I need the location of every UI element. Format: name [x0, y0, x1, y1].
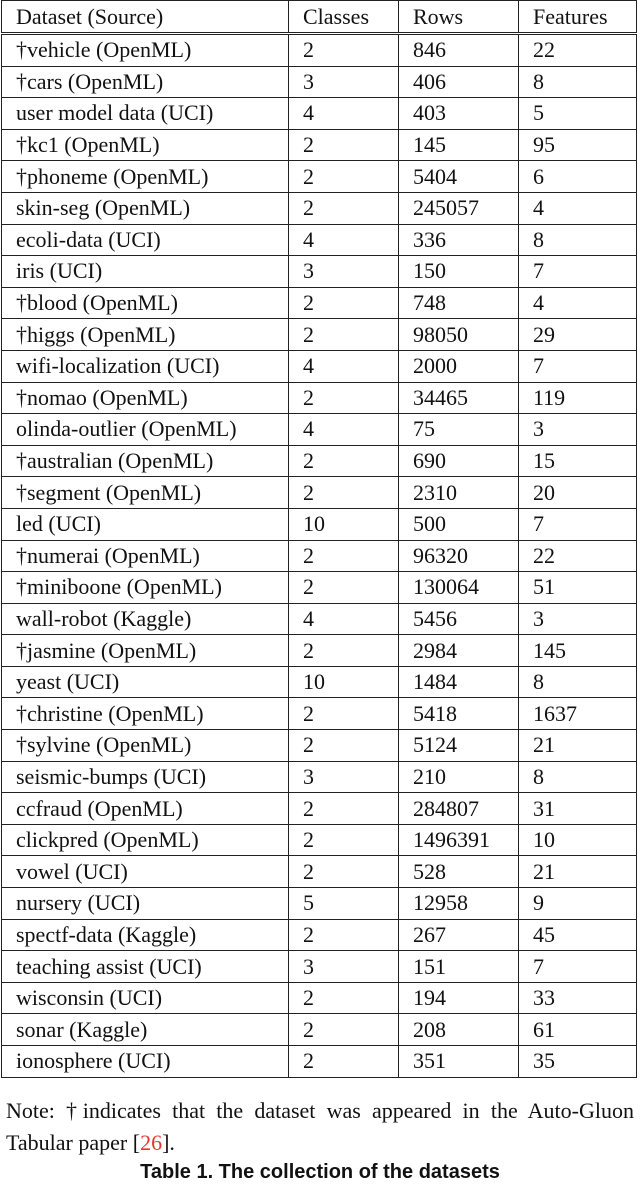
- dataset-cell: †higgs (OpenML): [2, 319, 289, 351]
- table-row: [2, 698, 637, 730]
- features-cell: 3: [519, 414, 637, 446]
- rows-cell: 208: [399, 1014, 519, 1046]
- features-cell: 7: [519, 256, 637, 288]
- classes-cell: 2: [289, 34, 399, 67]
- features-cell: 7: [519, 951, 637, 983]
- table-row: [2, 951, 637, 983]
- table-row: [2, 761, 637, 793]
- rows-cell: 5124: [399, 730, 519, 762]
- table-row: [2, 635, 637, 667]
- classes-cell: 2: [289, 192, 399, 224]
- dataset-cell: iris (UCI): [2, 256, 289, 288]
- table-row: [2, 888, 637, 920]
- classes-cell: 4: [289, 603, 399, 635]
- features-cell: 31: [519, 793, 637, 825]
- table-row: [2, 730, 637, 762]
- rows-cell: 98050: [399, 319, 519, 351]
- classes-cell: 3: [289, 256, 399, 288]
- header-dataset: Dataset (Source): [2, 1, 289, 34]
- table-row: [2, 161, 637, 193]
- table-row: [2, 224, 637, 256]
- rows-cell: 351: [399, 1046, 519, 1078]
- dataset-cell: user model data (UCI): [2, 98, 289, 130]
- rows-cell: 75: [399, 414, 519, 446]
- rows-cell: 5418: [399, 698, 519, 730]
- rows-cell: 150: [399, 256, 519, 288]
- header-rows: Rows: [399, 1, 519, 34]
- rows-cell: 528: [399, 856, 519, 888]
- classes-cell: 2: [289, 698, 399, 730]
- classes-cell: 4: [289, 98, 399, 130]
- dataset-cell: wifi-localization (UCI): [2, 350, 289, 382]
- citation-link[interactable]: 26: [140, 1130, 163, 1155]
- table-row: [2, 287, 637, 319]
- table-row: [2, 414, 637, 446]
- rows-cell: 1496391: [399, 824, 519, 856]
- table-row: [2, 540, 637, 572]
- note-text: Note: †indicates that the dataset was appeared in the Auto-Gluon Tabular paper [: [6, 1098, 634, 1155]
- classes-cell: 3: [289, 761, 399, 793]
- dataset-cell: nursery (UCI): [2, 888, 289, 920]
- rows-cell: 34465: [399, 382, 519, 414]
- features-cell: 21: [519, 730, 637, 762]
- rows-cell: 284807: [399, 793, 519, 825]
- table-row: [2, 98, 637, 130]
- table-body: [2, 34, 637, 1078]
- features-cell: 29: [519, 319, 637, 351]
- table-row: [2, 129, 637, 161]
- features-cell: 5: [519, 98, 637, 130]
- classes-cell: 2: [289, 1014, 399, 1046]
- classes-cell: 5: [289, 888, 399, 920]
- rows-cell: 846: [399, 34, 519, 67]
- classes-cell: 4: [289, 224, 399, 256]
- dataset-cell: ccfraud (OpenML): [2, 793, 289, 825]
- table-row: [2, 919, 637, 951]
- features-cell: 22: [519, 540, 637, 572]
- rows-cell: 145: [399, 129, 519, 161]
- features-cell: 7: [519, 508, 637, 540]
- table-row: [2, 793, 637, 825]
- features-cell: 8: [519, 761, 637, 793]
- rows-cell: 500: [399, 508, 519, 540]
- rows-cell: 2984: [399, 635, 519, 667]
- dataset-cell: ecoli-data (UCI): [2, 224, 289, 256]
- table-row: [2, 256, 637, 288]
- note-suffix: ].: [162, 1130, 175, 1155]
- rows-cell: 12958: [399, 888, 519, 920]
- dataset-cell: †christine (OpenML): [2, 698, 289, 730]
- features-cell: 3: [519, 603, 637, 635]
- dataset-cell: †australian (OpenML): [2, 445, 289, 477]
- dataset-cell: †phoneme (OpenML): [2, 161, 289, 193]
- dataset-cell: teaching assist (UCI): [2, 951, 289, 983]
- rows-cell: 336: [399, 224, 519, 256]
- dataset-cell: †miniboone (OpenML): [2, 572, 289, 604]
- classes-cell: 2: [289, 382, 399, 414]
- rows-cell: 267: [399, 919, 519, 951]
- classes-cell: 2: [289, 824, 399, 856]
- dataset-cell: †blood (OpenML): [2, 287, 289, 319]
- rows-cell: 1484: [399, 666, 519, 698]
- table-row: [2, 477, 637, 509]
- dataset-cell: sonar (Kaggle): [2, 1014, 289, 1046]
- table-note: [6, 1095, 634, 1159]
- table-row: [2, 856, 637, 888]
- features-cell: 20: [519, 477, 637, 509]
- classes-cell: 10: [289, 666, 399, 698]
- dataset-cell: †vehicle (OpenML): [2, 34, 289, 67]
- classes-cell: 2: [289, 982, 399, 1014]
- dataset-cell: †jasmine (OpenML): [2, 635, 289, 667]
- features-cell: 1637: [519, 698, 637, 730]
- classes-cell: 2: [289, 445, 399, 477]
- classes-cell: 2: [289, 572, 399, 604]
- classes-cell: 4: [289, 350, 399, 382]
- classes-cell: 2: [289, 319, 399, 351]
- features-cell: 6: [519, 161, 637, 193]
- table-row: [2, 350, 637, 382]
- table-row: [2, 382, 637, 414]
- table-row: [2, 445, 637, 477]
- dataset-cell: †numerai (OpenML): [2, 540, 289, 572]
- features-cell: 8: [519, 224, 637, 256]
- dataset-cell: ionosphere (UCI): [2, 1046, 289, 1078]
- dataset-cell: wall-robot (Kaggle): [2, 603, 289, 635]
- dataset-cell: clickpred (OpenML): [2, 824, 289, 856]
- rows-cell: 403: [399, 98, 519, 130]
- dataset-cell: olinda-outlier (OpenML): [2, 414, 289, 446]
- dataset-cell: †nomao (OpenML): [2, 382, 289, 414]
- features-cell: 95: [519, 129, 637, 161]
- classes-cell: 2: [289, 793, 399, 825]
- classes-cell: 10: [289, 508, 399, 540]
- rows-cell: 245057: [399, 192, 519, 224]
- features-cell: 9: [519, 888, 637, 920]
- classes-cell: 2: [289, 730, 399, 762]
- rows-cell: 5456: [399, 603, 519, 635]
- features-cell: 21: [519, 856, 637, 888]
- features-cell: 45: [519, 919, 637, 951]
- classes-cell: 2: [289, 477, 399, 509]
- table-row: [2, 982, 637, 1014]
- dataset-cell: vowel (UCI): [2, 856, 289, 888]
- classes-cell: 2: [289, 287, 399, 319]
- dataset-cell: yeast (UCI): [2, 666, 289, 698]
- dataset-cell: †kc1 (OpenML): [2, 129, 289, 161]
- table-row: [2, 508, 637, 540]
- dataset-cell: †segment (OpenML): [2, 477, 289, 509]
- table-row: [2, 572, 637, 604]
- datasets-table: [1, 0, 637, 1078]
- table-row: [2, 66, 637, 98]
- classes-cell: 2: [289, 129, 399, 161]
- table-row: [2, 1046, 637, 1078]
- rows-cell: 194: [399, 982, 519, 1014]
- table-row: [2, 603, 637, 635]
- classes-cell: 4: [289, 414, 399, 446]
- features-cell: 8: [519, 66, 637, 98]
- rows-cell: 2000: [399, 350, 519, 382]
- table-row: [2, 319, 637, 351]
- rows-cell: 96320: [399, 540, 519, 572]
- features-cell: 145: [519, 635, 637, 667]
- classes-cell: 2: [289, 1046, 399, 1078]
- features-cell: 15: [519, 445, 637, 477]
- table-row: [2, 192, 637, 224]
- features-cell: 10: [519, 824, 637, 856]
- table-row: [2, 34, 637, 67]
- classes-cell: 2: [289, 161, 399, 193]
- classes-cell: 2: [289, 540, 399, 572]
- features-cell: 8: [519, 666, 637, 698]
- dataset-cell: †cars (OpenML): [2, 66, 289, 98]
- table-header-row: [2, 1, 637, 34]
- table-row: [2, 666, 637, 698]
- table-row: [2, 1014, 637, 1046]
- features-cell: 4: [519, 192, 637, 224]
- dataset-cell: skin-seg (OpenML): [2, 192, 289, 224]
- features-cell: 51: [519, 572, 637, 604]
- classes-cell: 2: [289, 856, 399, 888]
- rows-cell: 2310: [399, 477, 519, 509]
- classes-cell: 2: [289, 635, 399, 667]
- features-cell: 4: [519, 287, 637, 319]
- rows-cell: 210: [399, 761, 519, 793]
- classes-cell: 3: [289, 951, 399, 983]
- table-caption: Table 1. The collection of the datasets: [140, 1161, 500, 1183]
- rows-cell: 151: [399, 951, 519, 983]
- header-features: Features: [519, 1, 637, 34]
- rows-cell: 5404: [399, 161, 519, 193]
- features-cell: 35: [519, 1046, 637, 1078]
- features-cell: 7: [519, 350, 637, 382]
- table-row: [2, 824, 637, 856]
- rows-cell: 406: [399, 66, 519, 98]
- dataset-cell: †sylvine (OpenML): [2, 730, 289, 762]
- features-cell: 22: [519, 34, 637, 67]
- features-cell: 33: [519, 982, 637, 1014]
- classes-cell: 2: [289, 919, 399, 951]
- dataset-cell: spectf-data (Kaggle): [2, 919, 289, 951]
- rows-cell: 130064: [399, 572, 519, 604]
- features-cell: 119: [519, 382, 637, 414]
- classes-cell: 3: [289, 66, 399, 98]
- rows-cell: 690: [399, 445, 519, 477]
- dataset-cell: led (UCI): [2, 508, 289, 540]
- header-classes: Classes: [289, 1, 399, 34]
- rows-cell: 748: [399, 287, 519, 319]
- dataset-cell: seismic-bumps (UCI): [2, 761, 289, 793]
- features-cell: 61: [519, 1014, 637, 1046]
- dataset-cell: wisconsin (UCI): [2, 982, 289, 1014]
